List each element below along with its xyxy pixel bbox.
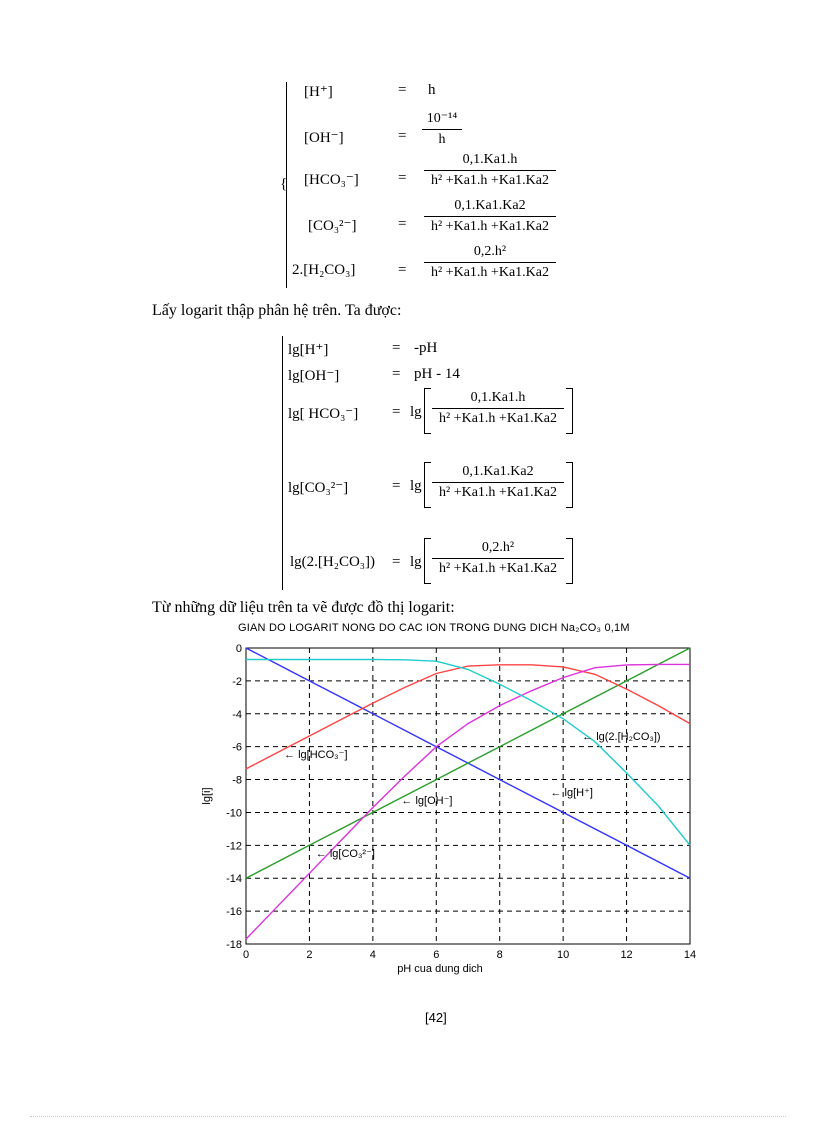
system2-lg: lg [410, 404, 422, 420]
chart-title: GIAN DO LOGARIT NONG DO CAC ION TRONG DUNG DICH Na₂CO₃ 0,1M [238, 622, 630, 634]
x-tick-label: 4 [369, 949, 376, 961]
x-tick-label: 0 [242, 949, 250, 961]
system1-equals: = [398, 82, 407, 98]
system1-lhs: 2.[H₂CO₃] [292, 262, 356, 278]
system2-lhs: lg(2.[H₂CO₃]) [290, 554, 376, 570]
system1-denominator: h [422, 129, 462, 148]
system1-numerator: 0,1.Ka1.h [462, 152, 518, 167]
plot-frame [246, 648, 690, 944]
y-tick-label: 0 [235, 643, 242, 655]
y-tick-label: -14 [226, 873, 242, 886]
system2-right-bracket [566, 388, 573, 434]
y-axis-label: lg[i] [201, 787, 213, 805]
system2-equals: = [392, 478, 401, 494]
y-tick-label: -6 [232, 741, 242, 754]
system1-lhs: [OH⁻] [304, 130, 344, 146]
system1-fraction [422, 110, 462, 148]
system1-numerator: 10⁻¹⁴ [426, 111, 458, 126]
system2-equals: = [392, 404, 401, 420]
x-tick-label: 14 [683, 949, 697, 961]
system2-numerator: 0,1.Ka1.Ka2 [462, 464, 534, 479]
system2-lhs: lg[ HCO₃⁻] [288, 406, 359, 422]
x-tick-label: 2 [306, 949, 313, 961]
system2-equals: = [392, 340, 401, 356]
system2-rhs: pH - 14 [414, 366, 460, 382]
system1-lhs: [CO₃²⁻] [308, 218, 357, 234]
series-label-4: ← lg(2.[H₂CO₃]) [582, 731, 661, 744]
x-axis-label: pH cua dung dich [397, 963, 483, 975]
y-tick-label: -8 [232, 774, 242, 787]
page-number: [42] [425, 1010, 447, 1025]
footer-divider [30, 1116, 786, 1117]
system2-left-bracket [424, 388, 431, 434]
y-tick-label: -12 [226, 840, 242, 853]
system2-lhs: lg[OH⁻] [288, 368, 340, 384]
system1-denominator: h² +Ka1.h +Ka1.Ka2 [424, 216, 556, 235]
y-tick-label: -10 [226, 807, 242, 820]
system2-denominator: h² +Ka1.h +Ka1.Ka2 [432, 408, 564, 427]
paragraph-2: Từ những dữ liệu trên ta vẽ được đồ thị logarit: [152, 599, 455, 616]
system2-fraction [432, 390, 564, 427]
system2-denominator: h² +Ka1.h +Ka1.Ka2 [432, 558, 564, 577]
series-label-0: ← lg[H⁺] [550, 787, 593, 799]
system2-denominator: h² +Ka1.h +Ka1.Ka2 [432, 482, 564, 501]
log-concentration-chart [196, 636, 712, 988]
y-tick-label: -18 [226, 939, 242, 951]
system2-equals: = [392, 366, 401, 382]
system2-fraction [432, 540, 564, 577]
series-label-3: ← lg[CO₃²⁻] [315, 847, 375, 860]
system1-fraction [424, 244, 556, 281]
system1-fraction [424, 198, 556, 235]
system1-lhs: [HCO₃⁻] [304, 172, 359, 188]
system2-brace [282, 336, 283, 590]
system1-equals: = [398, 216, 407, 232]
system2-right-bracket [566, 538, 573, 584]
system1-fraction [424, 152, 556, 189]
x-tick-label: 8 [496, 949, 503, 961]
y-tick-label: -2 [232, 675, 242, 688]
system1-lhs: [H⁺] [304, 84, 333, 100]
system1-equals: = [398, 262, 407, 278]
system2-lg: lg [410, 478, 422, 494]
system2-left-bracket [424, 538, 431, 584]
system2-numerator: 0,1.Ka1.h [470, 390, 526, 405]
system1-equals: = [398, 170, 407, 186]
series-label-1: ← lg[OH⁻] [401, 795, 453, 808]
y-tick-label: -4 [232, 708, 242, 721]
x-tick-label: 6 [433, 949, 440, 961]
system2-equals: = [392, 554, 401, 570]
paragraph-1: Lấy logarit thập phân hệ trên. Ta được: [152, 302, 402, 319]
system2-numerator: 0,2.h² [481, 540, 515, 555]
system2-right-bracket [566, 462, 573, 508]
system1-rhs: h [428, 82, 436, 98]
system2-left-bracket [424, 462, 431, 508]
system2-lhs: lg[CO₃²⁻] [288, 480, 349, 496]
system2-lg: lg [410, 554, 422, 570]
system2-lhs: lg[H⁺] [288, 342, 329, 358]
system1-denominator: h² +Ka1.h +Ka1.Ka2 [424, 170, 556, 189]
y-tick-label: -16 [226, 906, 242, 919]
system1-brace-tip: { [280, 176, 288, 192]
system1-denominator: h² +Ka1.h +Ka1.Ka2 [424, 262, 556, 281]
system1-numerator: 0,1.Ka1.Ka2 [454, 198, 526, 213]
series-label-2: ← lg[HCO₃⁻] [284, 749, 348, 762]
x-tick-label: 12 [620, 949, 633, 961]
system1-equals: = [398, 128, 407, 144]
system2-fraction [432, 464, 564, 501]
system1-numerator: 0,2.h² [473, 244, 507, 259]
x-tick-label: 10 [557, 949, 570, 961]
system2-rhs: -pH [414, 340, 438, 356]
